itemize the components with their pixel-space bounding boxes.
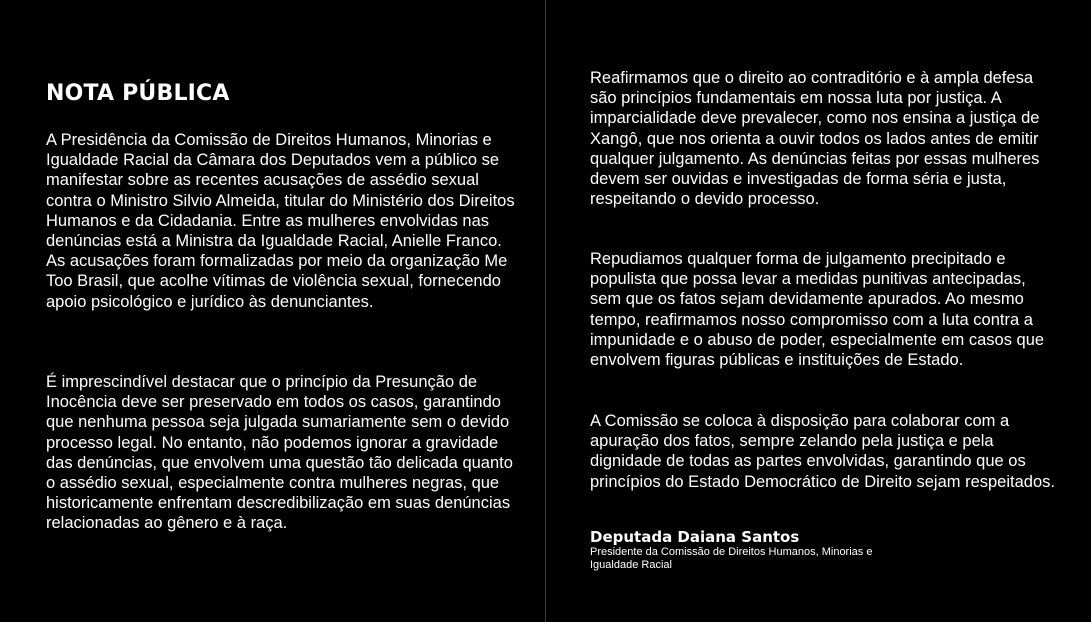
column-divider (545, 0, 546, 622)
paragraph-defense: Reafirmamos que o direito ao contraditório e à ampla defesa são princípios fundamentais em nossa luta por justiça. A imparcialidade deve prevalecer, como nos ensina a justiça de Xangô, que nos orienta a ouvir todos os lados antes de emitir qualquer julgamento. As denúncias feitas por essas mulheres devem ser ouvidas e investigadas de forma séria e justa, respeitando o devido processo. (590, 69, 1040, 209)
paragraph-presumption: É imprescindível destacar que o princípio da Presunção de Inocência deve ser preservado em todos os casos, garantindo que nenhuma pessoa seja julgada sumariamente sem o devido processo legal. No entanto, não podemos ignorar a gravidade das denúncias, que envolvem uma questão tão delicada quanto o assédio sexual, especialmente contra mulheres negras, que historicamente enfrentam descredibilização em suas denúncias relacionadas ao gênero e à raça. (46, 373, 513, 533)
document-title: NOTA PÚBLICA (46, 81, 230, 106)
signature-block (590, 528, 1060, 571)
paragraph-commission: A Comissão se coloca à disposição para colaborar com a apuração dos fatos, sempre zelando pela justiça e pela dignidade de todas as partes envolvidas, garantindo que os princípios do Estado Democrático de Direito sejam respeitados. (590, 412, 1055, 491)
paragraph-repudiation: Repudiamos qualquer forma de julgamento precipitado e populista que possa levar a medidas punitivas antecipadas, sem que os fatos sejam devidamente apurados. Ao mesmo tempo, reafirmamos nosso compromisso com a luta contra a impunidade e o abuso de poder, especialmente em casos que envolvem figuras públicas e instituições de Estado. (590, 250, 1045, 370)
paragraph-intro: A Presidência da Comissão de Direitos Humanos, Minorias e Igualdade Racial da Câmara dos Deputados vem a público se manifestar sobre as recentes acusações de assédio sexual contra o Ministro Silvio Almeida, titular do Ministério dos Direitos Humanos e da Cidadania. Entre as mulheres envolvidas nas denúncias está a Ministra da Igualdade Racial, Anielle Franco. As acusações foram formalizadas por meio da organização Me Too Brasil, que acolhe vítimas de violência sexual, fornecendo apoio psicológico e jurídico às denunciantes. (46, 131, 515, 311)
signature-role: Presidente da Comissão de Direitos Humanos, Minorias e Igualdade Racial (590, 546, 873, 571)
signature-name: Deputada Daiana Santos (590, 528, 800, 546)
